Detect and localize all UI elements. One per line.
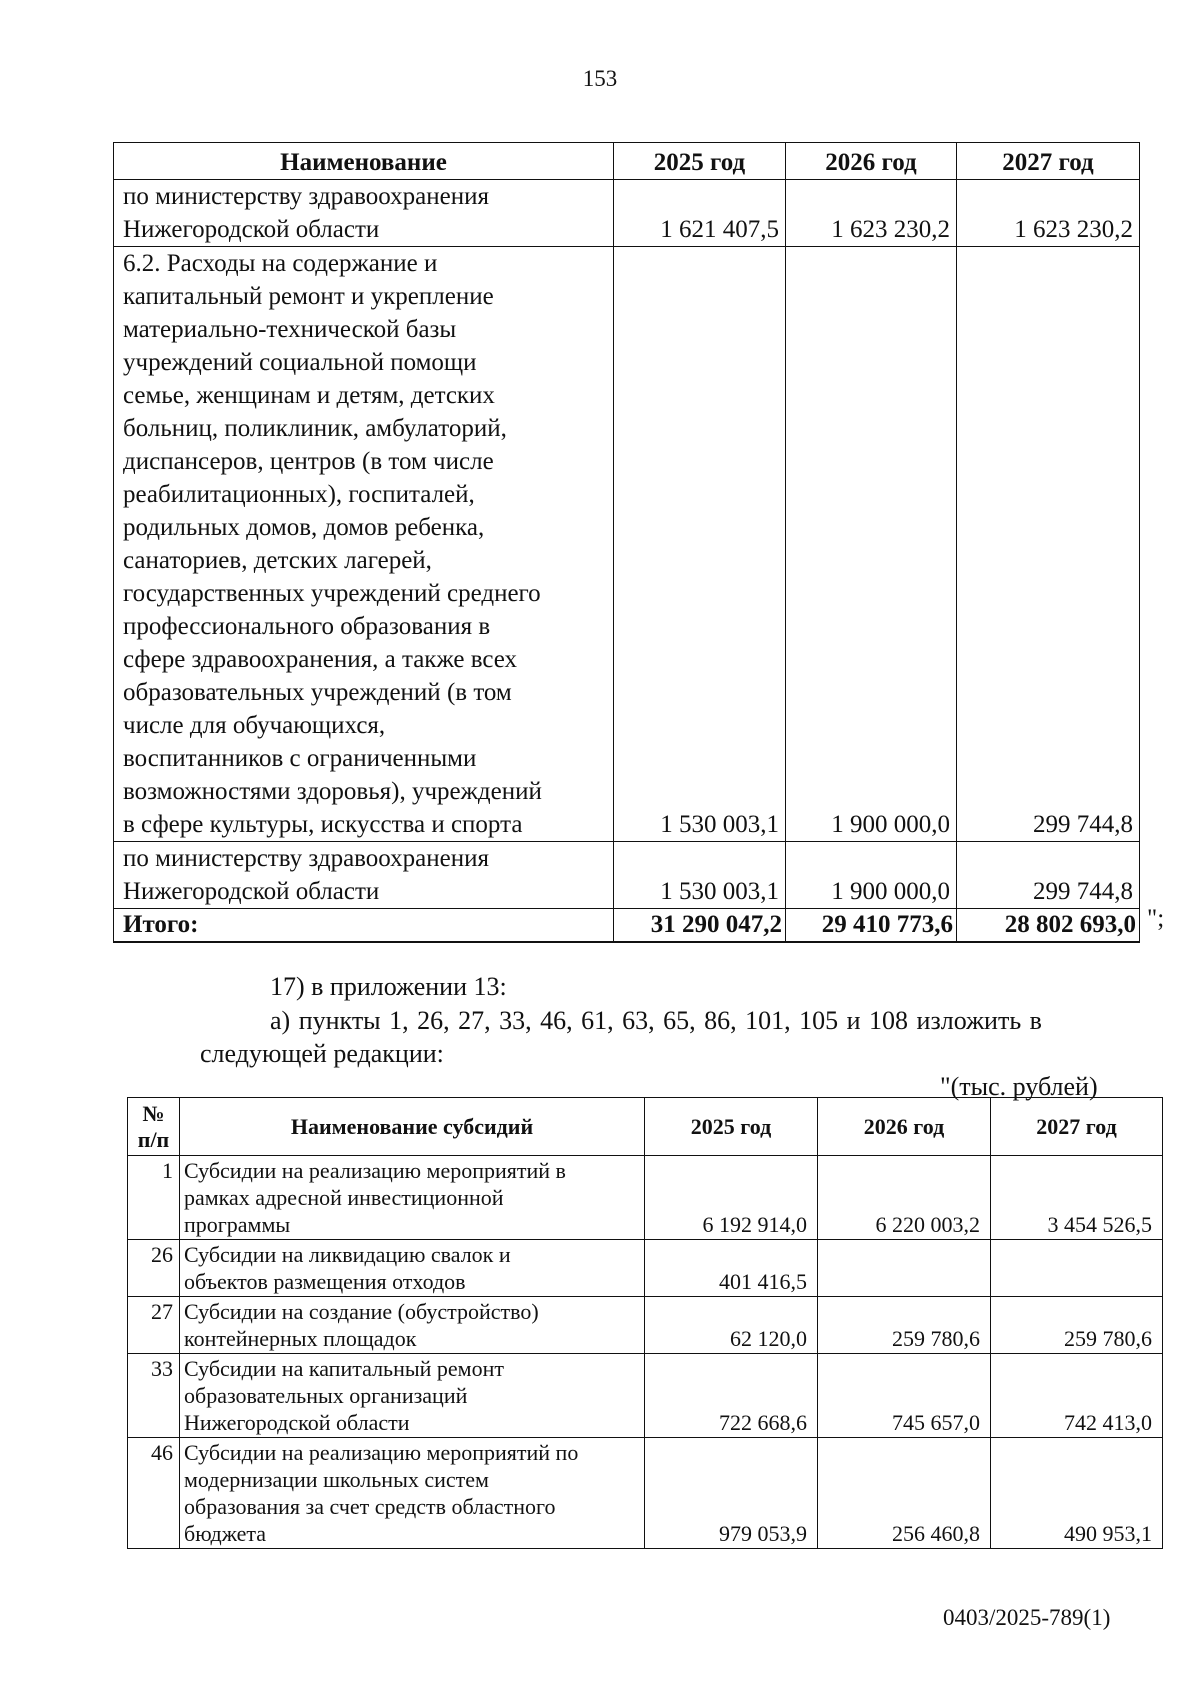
document-code: 0403/2025-789(1) [943,1605,1111,1630]
value-2027: 1 623 230,2 [957,180,1140,247]
row-name-line: Нижегородской области [123,216,380,243]
subsidy-name-cell [180,1438,645,1549]
subitem-a-line2: следующей редакции: [200,1039,444,1068]
value-2026: 745 657,0 [818,1354,991,1438]
header-2025: 2025 год [645,1098,818,1156]
table-row [128,1438,1163,1549]
value-2025: 6 192 914,0 [645,1156,818,1240]
subsidy-name-line: рамках адресной инвестиционной [184,1185,504,1210]
closing-quote: "; [1147,905,1165,932]
subsidy-name-line: Субсидии на ликвидацию свалок и [184,1242,511,1267]
header-name: Наименование [114,143,614,180]
subsidy-name-cell [180,1240,645,1297]
header-2026: 2026 год [818,1098,991,1156]
table-row [128,1240,1163,1297]
subsidy-name-line: Субсидии на создание (обустройство) [184,1299,539,1324]
table-header-row [128,1098,1163,1156]
total-2027: 28 802 693,0 [957,909,1140,943]
value-2026: 259 780,6 [818,1297,991,1354]
row-name-line: в сфере культуры, искусства и спорта [123,811,523,838]
total-label: Итого: [114,909,614,943]
item-17: 17) в приложении 13: [270,972,507,1001]
row-name-line: возможностями здоровья), учреждений [123,778,542,805]
row-name-line: материально-технической базы [123,316,457,343]
value-2026: 6 220 003,2 [818,1156,991,1240]
value-2027 [991,1240,1163,1297]
row-name-line: профессионального образования в [123,613,491,640]
expenses-table [113,142,1140,943]
subsidy-name-line: Субсидии на капитальный ремонт [184,1356,504,1381]
value-2027: 490 953,1 [991,1438,1163,1549]
subsidy-name-line: образования за счет средств областного [184,1494,556,1519]
value-2027: 299 744,8 [957,247,1140,842]
total-2025: 31 290 047,2 [614,909,786,943]
header-no [128,1098,180,1156]
row-name-cell [114,180,614,247]
header-2026: 2026 год [786,143,957,180]
total-row [114,909,1140,943]
row-name-line: числе для обучающихся, [123,712,386,739]
subsidy-name-line: контейнерных площадок [184,1326,417,1351]
table-row [114,842,1140,909]
table-header-row [114,143,1140,180]
header-2027: 2027 год [991,1098,1163,1156]
header-2027: 2027 год [957,143,1140,180]
row-name-line: сфере здравоохранения, а также всех [123,646,518,673]
row-name-line: родильных домов, домов ребенка, [123,514,485,541]
subsidy-name-line: объектов размещения отходов [184,1269,466,1294]
value-2027: 742 413,0 [991,1354,1163,1438]
header-subsidy-name: Наименование субсидий [180,1098,645,1156]
page-number: 153 [582,66,618,91]
header-2025: 2025 год [614,143,786,180]
row-name-line: учреждений социальной помощи [123,349,477,376]
subsidies-table [127,1097,1163,1549]
value-2027: 3 454 526,5 [991,1156,1163,1240]
subsidy-name-cell [180,1354,645,1438]
row-name-line: Нижегородской области [123,878,380,905]
subsidy-name-line: образовательных организаций [184,1383,468,1408]
row-name-line: государственных учреждений среднего [123,580,541,607]
row-name-line: по министерству здравоохранения [123,845,490,872]
subitem-a-line1: а) пункты 1, 26, 27, 33, 46, 61, 63, 65, 86, 101, 105 и 108 изложить в [270,1006,1042,1035]
subsidy-name-cell [180,1156,645,1240]
row-name-line: 6.2. Расходы на содержание и [123,250,438,277]
row-name-line: диспансеров, центров (в том числе [123,448,494,475]
value-2027: 259 780,6 [991,1297,1163,1354]
row-name-line: по министерству здравоохранения [123,183,490,210]
row-name-line: санаториев, детских лагерей, [123,547,432,574]
row-number: 33 [128,1354,180,1438]
row-number: 27 [128,1297,180,1354]
row-name-line: реабилитационных), госпиталей, [123,481,475,508]
value-2025: 1 621 407,5 [614,180,786,247]
row-name-cell [114,842,614,909]
table-row [128,1354,1163,1438]
value-2026: 1 900 000,0 [786,842,957,909]
value-2025: 1 530 003,1 [614,247,786,842]
subsidy-name-line: программы [184,1212,291,1237]
subsidy-name-cell [180,1297,645,1354]
table-row [114,180,1140,247]
value-2025: 62 120,0 [645,1297,818,1354]
row-number: 46 [128,1438,180,1549]
subsidy-name-line: бюджета [184,1521,267,1546]
row-number: 1 [128,1156,180,1240]
header-no-line: п/п [137,1126,170,1152]
row-name-line: образовательных учреждений (в том [123,679,512,706]
row-name-line: капитальный ремонт и укрепление [123,283,494,310]
row-name-line: семье, женщинам и детям, детских [123,382,495,409]
row-number: 26 [128,1240,180,1297]
value-2026: 256 460,8 [818,1438,991,1549]
value-2025: 1 530 003,1 [614,842,786,909]
table-row [114,247,1140,842]
subsidy-name-line: Нижегородской области [184,1410,410,1435]
table-row [128,1297,1163,1354]
subsidy-name-line: Субсидии на реализацию мероприятий по [184,1440,579,1465]
units-label: "(тыс. рублей) [940,1072,1098,1101]
row-name-line: воспитанников с ограниченными [123,745,477,772]
value-2025: 722 668,6 [645,1354,818,1438]
value-2027: 299 744,8 [957,842,1140,909]
subsidy-name-line: Субсидии на реализацию мероприятий в [184,1158,566,1183]
value-2026: 1 623 230,2 [786,180,957,247]
value-2025: 979 053,9 [645,1438,818,1549]
value-2026: 1 900 000,0 [786,247,957,842]
subsidy-name-line: модернизации школьных систем [184,1467,489,1492]
value-2026 [818,1240,991,1297]
row-name-line: больниц, поликлиник, амбулаторий, [123,415,507,442]
table-row [128,1156,1163,1240]
total-2026: 29 410 773,6 [786,909,957,943]
header-no-line: № [142,1100,165,1126]
value-2025: 401 416,5 [645,1240,818,1297]
row-name-cell [114,247,614,842]
